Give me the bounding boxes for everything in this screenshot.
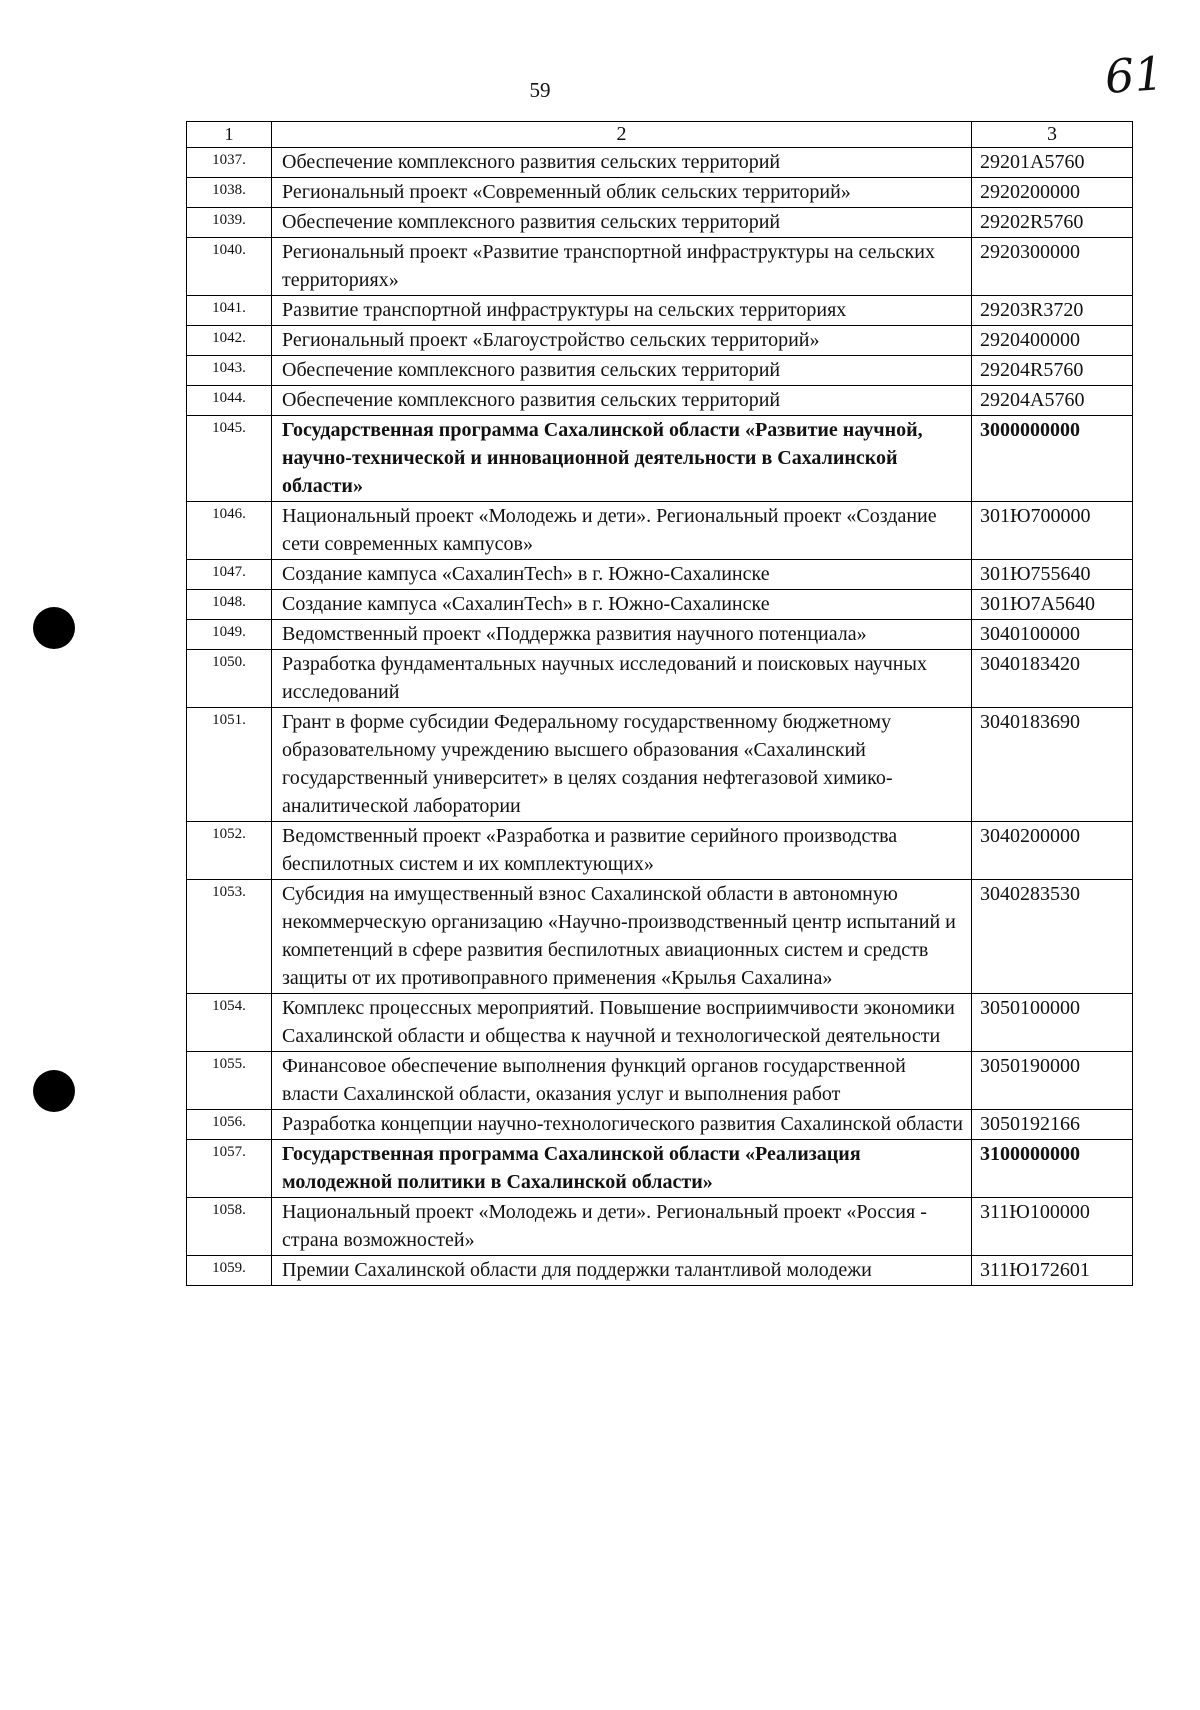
row-code-cell: 2920300000 — [972, 238, 1133, 296]
row-number-cell: 1048. — [187, 590, 272, 620]
table-row — [187, 1052, 1133, 1110]
row-name-cell: Разработка концепции научно-технологического развития Сахалинской области — [272, 1110, 972, 1140]
row-code-cell: 2920400000 — [972, 326, 1133, 356]
row-code-cell: 3050190000 — [972, 1052, 1133, 1110]
table-row — [187, 560, 1133, 590]
row-number-cell: 1044. — [187, 386, 272, 416]
table-row — [187, 386, 1133, 416]
row-code-cell: 29202R5760 — [972, 208, 1133, 238]
table-row — [187, 1256, 1133, 1286]
table-row — [187, 994, 1133, 1052]
table-row — [187, 620, 1133, 650]
row-number-cell: 1055. — [187, 1052, 272, 1110]
row-number-cell: 1042. — [187, 326, 272, 356]
row-number-cell: 1056. — [187, 1110, 272, 1140]
table-row — [187, 416, 1133, 502]
table-row — [187, 356, 1133, 386]
row-code-cell: 301Ю7A5640 — [972, 590, 1133, 620]
table-row — [187, 148, 1133, 178]
row-name-cell: Субсидия на имущественный взнос Сахалинской области в автономную некоммерческую организацию «Научно-производственный центр испытаний и компетенций в сфере развития беспилотных авиационных систем и средств защиты от их противоправного применения «Крылья Сахалина» — [272, 880, 972, 994]
table-row — [187, 822, 1133, 880]
row-code-cell: 3040183420 — [972, 650, 1133, 708]
row-name-cell: Финансовое обеспечение выполнения функций органов государственной власти Сахалинской области, оказания услуг и выполнения работ — [272, 1052, 972, 1110]
row-number-cell: 1046. — [187, 502, 272, 560]
row-code-cell: 29204R5760 — [972, 356, 1133, 386]
row-code-cell: 301Ю700000 — [972, 502, 1133, 560]
row-name-cell: Обеспечение комплексного развития сельских территорий — [272, 356, 972, 386]
row-number-cell: 1047. — [187, 560, 272, 590]
row-code-cell: 311Ю172601 — [972, 1256, 1133, 1286]
row-code-cell: 29204A5760 — [972, 386, 1133, 416]
row-number-cell: 1037. — [187, 148, 272, 178]
table-header-row — [187, 122, 1133, 148]
table-row — [187, 326, 1133, 356]
column-header-2: 2 — [272, 122, 972, 148]
punch-hole — [33, 1070, 75, 1112]
table-row — [187, 296, 1133, 326]
row-code-cell: 301Ю755640 — [972, 560, 1133, 590]
table-row — [187, 208, 1133, 238]
row-code-cell: 3040100000 — [972, 620, 1133, 650]
row-number-cell: 1054. — [187, 994, 272, 1052]
punch-hole — [33, 607, 75, 649]
row-name-cell: Обеспечение комплексного развития сельских территорий — [272, 208, 972, 238]
row-name-cell: Национальный проект «Молодежь и дети». Региональный проект «Создание сети современных кампусов» — [272, 502, 972, 560]
column-header-3: 3 — [972, 122, 1133, 148]
row-number-cell: 1051. — [187, 708, 272, 822]
column-header-1: 1 — [187, 122, 272, 148]
row-name-cell: Государственная программа Сахалинской области «Реализация молодежной политики в Сахалинской области» — [272, 1140, 972, 1198]
table-row — [187, 880, 1133, 994]
row-number-cell: 1045. — [187, 416, 272, 502]
row-code-cell: 3050100000 — [972, 994, 1133, 1052]
row-number-cell: 1038. — [187, 178, 272, 208]
budget-classification-table — [186, 121, 1133, 1286]
row-name-cell: Государственная программа Сахалинской области «Развитие научной, научно-технической и инновационной деятельности в Сахалинской области» — [272, 416, 972, 502]
row-name-cell: Разработка фундаментальных научных исследований и поисковых научных исследований — [272, 650, 972, 708]
row-number-cell: 1040. — [187, 238, 272, 296]
row-number-cell: 1053. — [187, 880, 272, 994]
table-row — [187, 1140, 1133, 1198]
row-name-cell: Создание кампуса «СахалинTech» в г. Южно-Сахалинске — [272, 560, 972, 590]
row-number-cell: 1059. — [187, 1256, 272, 1286]
row-number-cell: 1057. — [187, 1140, 272, 1198]
row-number-cell: 1050. — [187, 650, 272, 708]
row-name-cell: Региональный проект «Современный облик сельских территорий» — [272, 178, 972, 208]
row-name-cell: Развитие транспортной инфраструктуры на сельских территориях — [272, 296, 972, 326]
row-code-cell: 29201A5760 — [972, 148, 1133, 178]
table-row — [187, 238, 1133, 296]
row-code-cell: 3100000000 — [972, 1140, 1133, 1198]
row-code-cell: 2920200000 — [972, 178, 1133, 208]
table-row — [187, 178, 1133, 208]
table-row — [187, 650, 1133, 708]
row-name-cell: Региональный проект «Благоустройство сельских территорий» — [272, 326, 972, 356]
row-name-cell: Создание кампуса «СахалинTech» в г. Южно-Сахалинске — [272, 590, 972, 620]
row-name-cell: Ведомственный проект «Разработка и развитие серийного производства беспилотных систем и их комплектующих» — [272, 822, 972, 880]
row-code-cell: 3040283530 — [972, 880, 1133, 994]
page-number: 59 — [529, 78, 551, 102]
table-body — [187, 122, 1133, 1286]
row-name-cell: Обеспечение комплексного развития сельских территорий — [272, 148, 972, 178]
row-name-cell: Премии Сахалинской области для поддержки талантливой молодежи — [272, 1256, 972, 1286]
row-number-cell: 1052. — [187, 822, 272, 880]
row-code-cell: 3050192166 — [972, 1110, 1133, 1140]
row-number-cell: 1039. — [187, 208, 272, 238]
row-code-cell: 3040183690 — [972, 708, 1133, 822]
row-number-cell: 1049. — [187, 620, 272, 650]
table-row — [187, 590, 1133, 620]
row-name-cell: Региональный проект «Развитие транспортной инфраструктуры на сельских территориях» — [272, 238, 972, 296]
row-number-cell: 1058. — [187, 1198, 272, 1256]
handwritten-page-number: 61 — [1103, 46, 1166, 104]
row-name-cell: Грант в форме субсидии Федеральному государственному бюджетному образовательному учреждению высшего образования «Сахалинский государственный университет» в целях создания нефтегазовой химико-аналитической лаборатории — [272, 708, 972, 822]
row-name-cell: Ведомственный проект «Поддержка развития научного потенциала» — [272, 620, 972, 650]
row-code-cell: 311Ю100000 — [972, 1198, 1133, 1256]
table-row — [187, 1110, 1133, 1140]
row-code-cell: 3040200000 — [972, 822, 1133, 880]
row-name-cell: Национальный проект «Молодежь и дети». Региональный проект «Россия - страна возможностей» — [272, 1198, 972, 1256]
row-number-cell: 1043. — [187, 356, 272, 386]
row-number-cell: 1041. — [187, 296, 272, 326]
table-row — [187, 502, 1133, 560]
row-name-cell: Обеспечение комплексного развития сельских территорий — [272, 386, 972, 416]
row-name-cell: Комплекс процессных мероприятий. Повышение восприимчивости экономики Сахалинской области и общества к научной и технологической деятельности — [272, 994, 972, 1052]
table-row — [187, 1198, 1133, 1256]
row-code-cell: 29203R3720 — [972, 296, 1133, 326]
row-code-cell: 3000000000 — [972, 416, 1133, 502]
table-row — [187, 708, 1133, 822]
